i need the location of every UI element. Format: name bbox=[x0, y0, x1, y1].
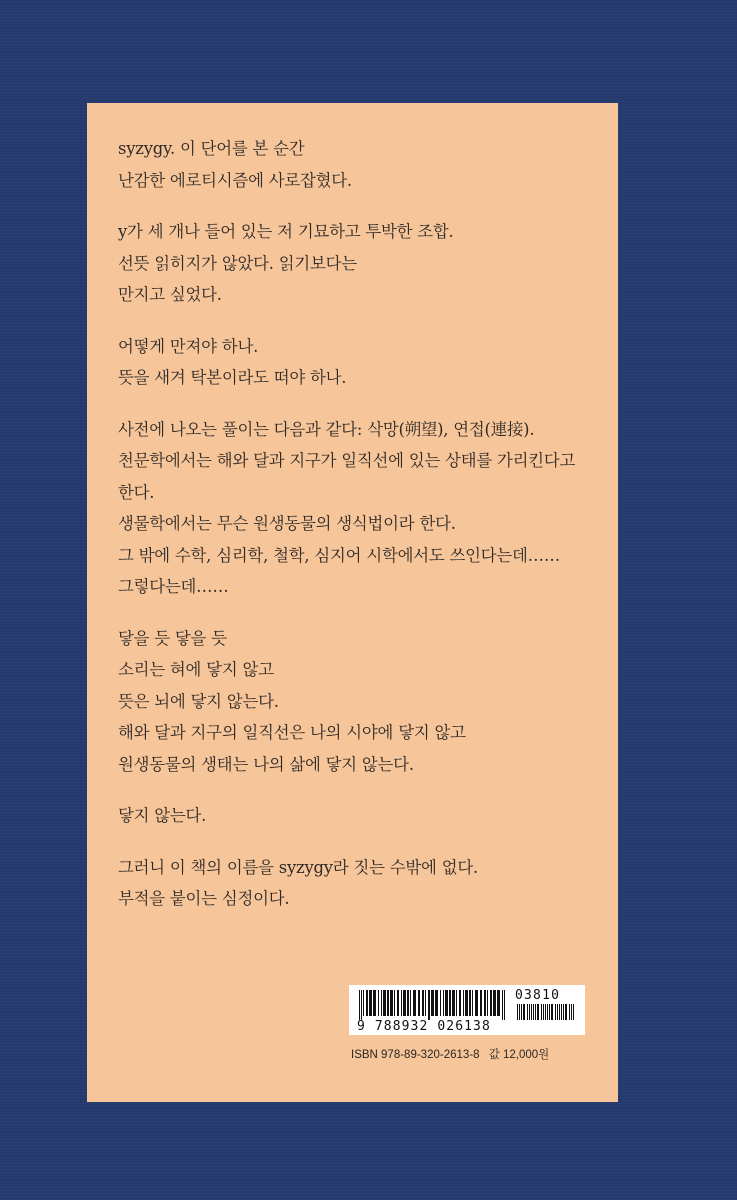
barcode-bar bbox=[480, 990, 482, 1016]
barcode-bar bbox=[523, 1004, 525, 1020]
stanza bbox=[118, 133, 598, 196]
barcode-bar bbox=[555, 1004, 556, 1020]
barcode-bar bbox=[557, 1004, 558, 1020]
barcode-bar bbox=[531, 1004, 532, 1020]
barcode-bar bbox=[407, 990, 409, 1016]
barcode-bar bbox=[472, 990, 473, 1016]
isbn-price-line bbox=[351, 1046, 549, 1062]
blurb-text bbox=[118, 133, 598, 915]
text-line: y가 세 개나 들어 있는 저 기묘하고 투박한 조합. bbox=[118, 222, 454, 241]
barcode-bar bbox=[361, 990, 362, 1020]
barcode-bar bbox=[565, 1004, 567, 1020]
text-line: 선뜻 읽히지가 않았다. 읽기보다는 bbox=[118, 253, 357, 273]
barcode-bar bbox=[547, 1004, 548, 1020]
barcode-bar bbox=[443, 990, 444, 1016]
back-cover-panel bbox=[87, 103, 618, 1102]
barcode-bar bbox=[497, 990, 500, 1016]
barcode-bar bbox=[397, 990, 399, 1016]
barcode-bar bbox=[422, 990, 424, 1016]
barcode-bar bbox=[541, 1004, 542, 1020]
text-line: syzygy. 이 단어를 본 순간 bbox=[118, 139, 305, 158]
text-line: 해와 달과 지구의 일직선은 나의 시야에 닿지 않고 bbox=[118, 723, 466, 742]
barcode-bar bbox=[504, 990, 505, 1020]
barcode-bar bbox=[549, 1004, 550, 1020]
barcode-bar bbox=[435, 990, 438, 1016]
barcode-bar bbox=[563, 1004, 564, 1020]
barcode-bar bbox=[403, 990, 406, 1016]
barcode-bar bbox=[545, 1004, 546, 1020]
barcode-bar bbox=[465, 990, 468, 1016]
text-line: 부적을 붙이는 심정이다. bbox=[118, 889, 290, 908]
text-line: 그 밖에 수학, 심리학, 철학, 심지어 시학에서도 쓰인다는데…… bbox=[118, 545, 561, 565]
text-line: 뜻은 뇌에 닿지 않는다. bbox=[118, 691, 279, 711]
barcode-bar bbox=[469, 990, 471, 1016]
barcode-bar bbox=[383, 990, 386, 1016]
isbn-barcode bbox=[349, 985, 585, 1035]
text-line: 그러니 이 책의 이름을 syzygy라 짓는 수밖에 없다. bbox=[118, 857, 478, 877]
stanza bbox=[118, 800, 598, 832]
barcode-bar bbox=[502, 990, 503, 1020]
barcode-bar bbox=[484, 990, 486, 1016]
barcode-bar bbox=[394, 990, 395, 1016]
barcode-bar bbox=[366, 990, 368, 1016]
barcode-bar bbox=[543, 1004, 544, 1020]
barcode-bar bbox=[440, 990, 441, 1016]
barcode-bar bbox=[490, 990, 492, 1016]
stanza bbox=[118, 331, 598, 394]
barcode-bar bbox=[571, 1004, 572, 1020]
text-line: 소리는 혀에 닿지 않고 bbox=[118, 660, 274, 679]
barcode-bar bbox=[561, 1004, 562, 1020]
text-line: 만지고 싶었다. bbox=[118, 285, 222, 304]
barcode-bar bbox=[373, 990, 376, 1016]
barcode-bar bbox=[378, 990, 379, 1016]
stanza bbox=[118, 414, 598, 603]
barcode-bar bbox=[463, 990, 464, 1016]
barcode-bar bbox=[527, 1004, 528, 1020]
text-line: 뜻을 새겨 탁본이라도 떠야 하나. bbox=[118, 368, 347, 387]
barcode-bar bbox=[413, 990, 416, 1016]
barcode-bar bbox=[410, 990, 411, 1016]
barcode-bar bbox=[537, 1004, 539, 1020]
barcode-bar bbox=[425, 990, 426, 1016]
stanza bbox=[118, 216, 598, 311]
text-line: 난감한 에로티시즘에 사로잡혔다. bbox=[118, 170, 352, 190]
barcode-bar bbox=[390, 990, 393, 1016]
barcode-bar bbox=[363, 990, 364, 1016]
barcode-bar bbox=[431, 990, 434, 1016]
barcode-bar bbox=[519, 1004, 520, 1020]
text-line: 천문학에서는 해와 달과 지구가 일직선에 있는 상태를 가리킨다고 bbox=[118, 451, 576, 470]
barcode-bar bbox=[359, 990, 360, 1020]
barcode-bar bbox=[559, 1004, 560, 1020]
text-line: 그렇다는데…… bbox=[118, 577, 229, 596]
price-text: 값 12,000원 bbox=[488, 1049, 550, 1061]
barcode-bar bbox=[569, 1004, 570, 1020]
barcode-bar bbox=[452, 990, 455, 1016]
barcode-bar bbox=[456, 990, 457, 1016]
text-line: 닿을 듯 닿을 듯 bbox=[118, 628, 227, 648]
text-line: 사전에 나오는 풀이는 다음과 같다: 삭망(朔望), 연접(連接). bbox=[118, 419, 535, 439]
barcode-bar bbox=[521, 1004, 522, 1020]
barcode-bar bbox=[487, 990, 488, 1016]
barcode-bar bbox=[493, 990, 496, 1016]
barcode-bar bbox=[449, 990, 451, 1016]
barcode-bar bbox=[428, 990, 430, 1020]
barcode-bar bbox=[529, 1004, 530, 1020]
barcode-bar bbox=[418, 990, 420, 1016]
text-line: 원생동물의 생태는 나의 삶에 닿지 않는다. bbox=[118, 754, 414, 774]
barcode-bar bbox=[535, 1004, 536, 1020]
isbn-text: ISBN 978-89-320-2613-8 bbox=[351, 1049, 480, 1061]
barcode-bar bbox=[475, 990, 478, 1016]
barcode-bar bbox=[551, 1004, 553, 1020]
stanza bbox=[118, 623, 598, 781]
barcode-bar bbox=[387, 990, 389, 1016]
barcode-number: 9 788932 026138 bbox=[357, 1019, 491, 1034]
stanza bbox=[118, 852, 598, 915]
barcode-addon-number: 03810 bbox=[515, 988, 561, 1003]
text-line: 생물학에서는 무슨 원생동물의 생식법이라 한다. bbox=[118, 514, 456, 533]
text-line: 어떻게 만져야 하나. bbox=[118, 336, 259, 356]
barcode-bar bbox=[445, 990, 448, 1016]
barcode-bar bbox=[533, 1004, 534, 1020]
barcode-bar bbox=[401, 990, 402, 1016]
text-line: 한다. bbox=[118, 482, 155, 502]
barcode-bar bbox=[517, 1004, 518, 1020]
barcode-bar bbox=[573, 1004, 574, 1020]
text-line: 닿지 않는다. bbox=[118, 806, 207, 825]
barcode-bar bbox=[381, 990, 382, 1016]
barcode-bar bbox=[369, 990, 372, 1016]
barcode-bar bbox=[459, 990, 461, 1016]
